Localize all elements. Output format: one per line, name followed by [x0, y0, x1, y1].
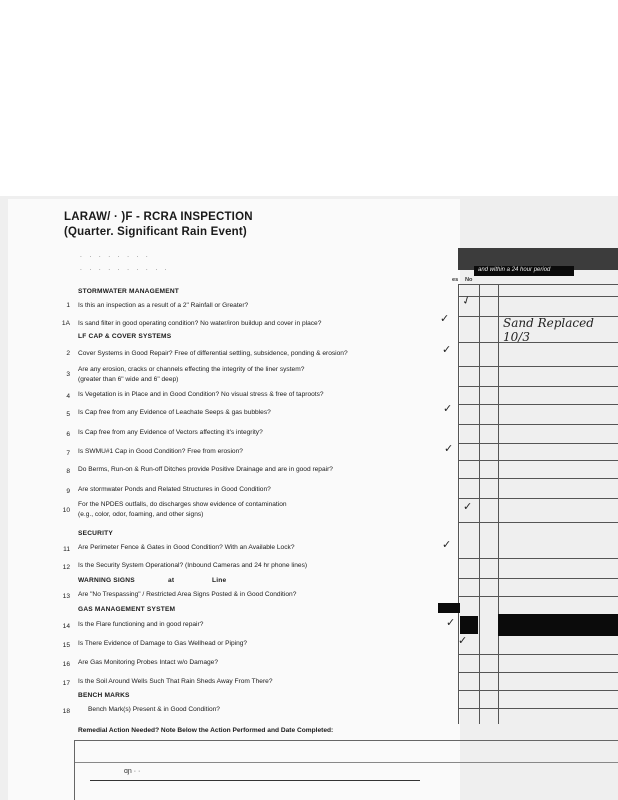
grid-h — [458, 578, 618, 579]
form-title: LARAW/ · )F - RCRA INSPECTION — [64, 211, 253, 223]
grid-v1 — [458, 284, 459, 724]
handwritten-note: Sand Replaced 10/3 — [503, 316, 594, 344]
question-3-note: (greater than 6" wide and 6" deep) — [78, 376, 179, 383]
grid-h — [458, 296, 618, 297]
question-5: Is Cap free from any Evidence of Leachate Seeps & gas bubbles? — [78, 409, 271, 416]
question-14: Is the Flare functioning and in good repair? — [78, 621, 204, 628]
grid-h — [458, 708, 618, 709]
grid-h — [458, 386, 618, 387]
section-stormwater: STORMWATER MANAGEMENT — [78, 288, 180, 295]
remedial-box-left — [74, 740, 75, 800]
question-17: Is the Soil Around Wells Such That Rain Sheds Away From There? — [78, 678, 273, 685]
grid-h — [458, 478, 618, 479]
item-number: 7 — [66, 450, 70, 457]
item-number: 3 — [66, 371, 70, 378]
question-16: Are Gas Monitoring Probes Intact w/o Damage? — [78, 659, 219, 666]
item-number: 11 — [63, 546, 70, 553]
item-number: 2 — [66, 350, 70, 357]
item-number: 15 — [62, 642, 70, 649]
col-yes-header: es — [452, 277, 459, 283]
section-bench-marks: BENCH MARKS — [78, 692, 130, 699]
footer-scribble: ɑɲ · · — [124, 768, 141, 775]
item-number: 1A — [61, 320, 70, 327]
question-9: Are stormwater Ponds and Related Structures in Good Condition? — [78, 486, 271, 493]
item-number: 16 — [62, 661, 70, 668]
grid-h — [458, 498, 618, 499]
question-7: Is SWMU#1 Cap in Good Condition? Free from erosion? — [78, 448, 243, 455]
redaction-block — [438, 603, 460, 613]
item-number: 17 — [62, 680, 70, 687]
check-mark-icon: ✓ — [442, 538, 452, 551]
item-number: 10 — [62, 507, 70, 514]
item-number: 6 — [66, 431, 70, 438]
remedial-action-label: Remedial Action Needed? Note Below the Action Performed and Date Completed: — [78, 727, 334, 734]
warning-at-label: at — [168, 577, 175, 584]
item-number: 12 — [62, 564, 70, 571]
grid-h — [458, 672, 618, 673]
grid-h — [458, 424, 618, 425]
section-lf-cap: LF CAP & COVER SYSTEMS — [78, 333, 172, 340]
question-8: Do Berms, Run-on & Run-off Ditches provide Positive Drainage and are in good repair? — [78, 466, 333, 473]
item-number: 13 — [62, 593, 70, 600]
question-1a: Is sand filter in good operating condition? No water/iron buildup and cover in place? — [78, 320, 322, 327]
grid-v3 — [498, 284, 499, 724]
faint-header-line-2: · · · · · · · · · · — [80, 267, 170, 273]
footer-line — [90, 780, 420, 781]
question-13: Are "No Trespassing" / Restricted Area Signs Posted & in Good Condition? — [78, 591, 297, 598]
item-number: 18 — [62, 708, 70, 715]
question-12: Is the Security System Operational? (Inbound Cameras and 24 hr phone lines) — [78, 562, 308, 569]
form-paper — [8, 199, 460, 800]
section-security: SECURITY — [78, 530, 113, 537]
form-subtitle: (Quarter. Significant Rain Event) — [64, 226, 247, 238]
question-15: Is There Evidence of Damage to Gas Wellhead or Piping? — [78, 640, 248, 647]
item-number: 9 — [66, 488, 70, 495]
faint-header-line-1: · · · · · · · · — [80, 254, 151, 260]
question-6: Is Cap free from any Evidence of Vectors affecting it's integrity? — [78, 429, 263, 436]
item-number: 14 — [62, 623, 70, 630]
grid-h — [458, 366, 618, 367]
check-mark-icon: ✓ — [463, 500, 473, 513]
check-mark-icon: ✓ — [444, 442, 454, 455]
grid-h — [458, 558, 618, 559]
check-mark-icon: ✓ — [458, 634, 468, 647]
item-number: 4 — [66, 393, 70, 400]
banner-text: and within a 24 hour period — [478, 267, 551, 273]
check-mark-icon: ✓ — [442, 343, 452, 356]
check-mark-icon: ✓ — [446, 616, 456, 629]
grid-h — [458, 522, 618, 523]
question-11: Are Perimeter Fence & Gates in Good Condition? With an Available Lock? — [78, 544, 295, 551]
section-warning-signs: WARNING SIGNS — [78, 577, 135, 584]
question-2: Cover Systems in Good Repair? Free of differential settling, subsidence, ponding & erosion? — [78, 350, 348, 357]
question-10: For the NPDES outfalls, do discharges show evidence of contamination — [78, 501, 287, 508]
question-1: Is this an inspection as a result of a 2" Rainfall or Greater? — [78, 302, 249, 309]
section-gas: GAS MANAGEMENT SYSTEM — [78, 606, 176, 613]
question-10-note: (e.g., color, odor, foaming, and other signs) — [78, 511, 204, 518]
grid-h — [458, 654, 618, 655]
item-number: 8 — [66, 468, 70, 475]
warning-line-label: Line — [212, 577, 227, 584]
grid-v2 — [479, 284, 480, 724]
grid-h — [458, 690, 618, 691]
col-no-header: No — [465, 277, 473, 283]
remedial-line — [74, 762, 618, 763]
question-4: Is Vegetation is in Place and in Good Condition? No visual stress & free of taproots? — [78, 391, 324, 398]
item-number: 1 — [66, 302, 70, 309]
grid-h — [458, 443, 618, 444]
redaction-block — [460, 616, 478, 634]
grid-h — [458, 284, 618, 285]
question-3: Are any erosion, cracks or channels effecting the integrity of the liner system? — [78, 366, 305, 373]
redaction-block — [498, 614, 618, 636]
remedial-box-top — [74, 740, 618, 741]
check-mark-icon: ✓ — [443, 402, 453, 415]
check-mark-icon: ✓ — [460, 292, 474, 309]
question-18: Bench Mark(s) Present & in Good Condition? — [88, 706, 220, 713]
grid-h — [458, 596, 618, 597]
column-header-banner — [474, 266, 574, 276]
check-mark-icon: ✓ — [440, 312, 450, 325]
grid-h — [458, 460, 618, 461]
item-number: 5 — [66, 411, 70, 418]
grid-h — [458, 404, 618, 405]
